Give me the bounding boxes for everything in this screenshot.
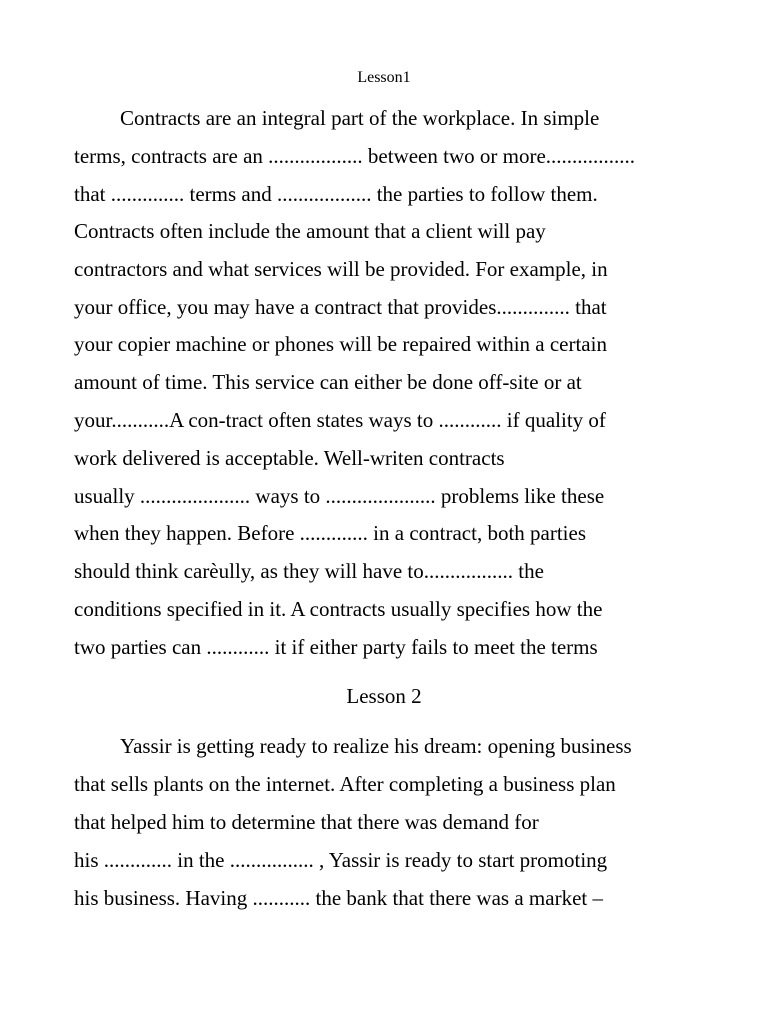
lesson1-line: Contracts often include the amount that a client will pay [74, 219, 546, 243]
lesson2-line: his ............. in the ................ , Yassir is ready to start promoting [74, 848, 608, 872]
lesson2-line: Yassir is getting ready to realize his dream: opening business [120, 734, 632, 758]
lesson1-line: when they happen. Before ............. in a contract, both parties [74, 521, 587, 545]
lesson1-line: your...........A con-tract often states ways to ............ if quality of [74, 408, 606, 432]
lesson1-line: your office, you may have a contract that provides.............. that [74, 295, 607, 319]
lesson2-line: that sells plants on the internet. After completing a business plan [74, 772, 616, 796]
lesson1-line: terms, contracts are an .................. between two or more................. [74, 144, 636, 168]
lesson1-line: amount of time. This service can either be done off-site or at [74, 370, 582, 394]
lesson1-line: two parties can ............ it if either party fails to meet the terms [74, 635, 598, 659]
lesson1-line: work delivered is acceptable. Well-writen contracts [74, 446, 505, 470]
lesson1-line: that .............. terms and .................. the parties to follow them. [74, 182, 598, 206]
lesson2-line: his business. Having ........... the bank that there was a market – [74, 886, 603, 910]
lesson1-line: contractors and what services will be provided. For example, in [74, 257, 608, 281]
lesson2-line: that helped him to determine that there was demand for [74, 810, 539, 834]
lesson1-line: usually ..................... ways to ..................... problems like these [74, 484, 605, 508]
lesson1-line: conditions specified in it. A contracts usually specifies how the [74, 597, 603, 621]
lesson1-line: should think carèully, as they will have to................. the [74, 559, 544, 583]
lesson1-line: your copier machine or phones will be repaired within a certain [74, 332, 607, 356]
lesson2-title: Lesson 2 [346, 684, 422, 708]
lesson1-title: Lesson1 [357, 69, 411, 86]
lesson1-line: Contracts are an integral part of the workplace. In simple [120, 106, 600, 130]
